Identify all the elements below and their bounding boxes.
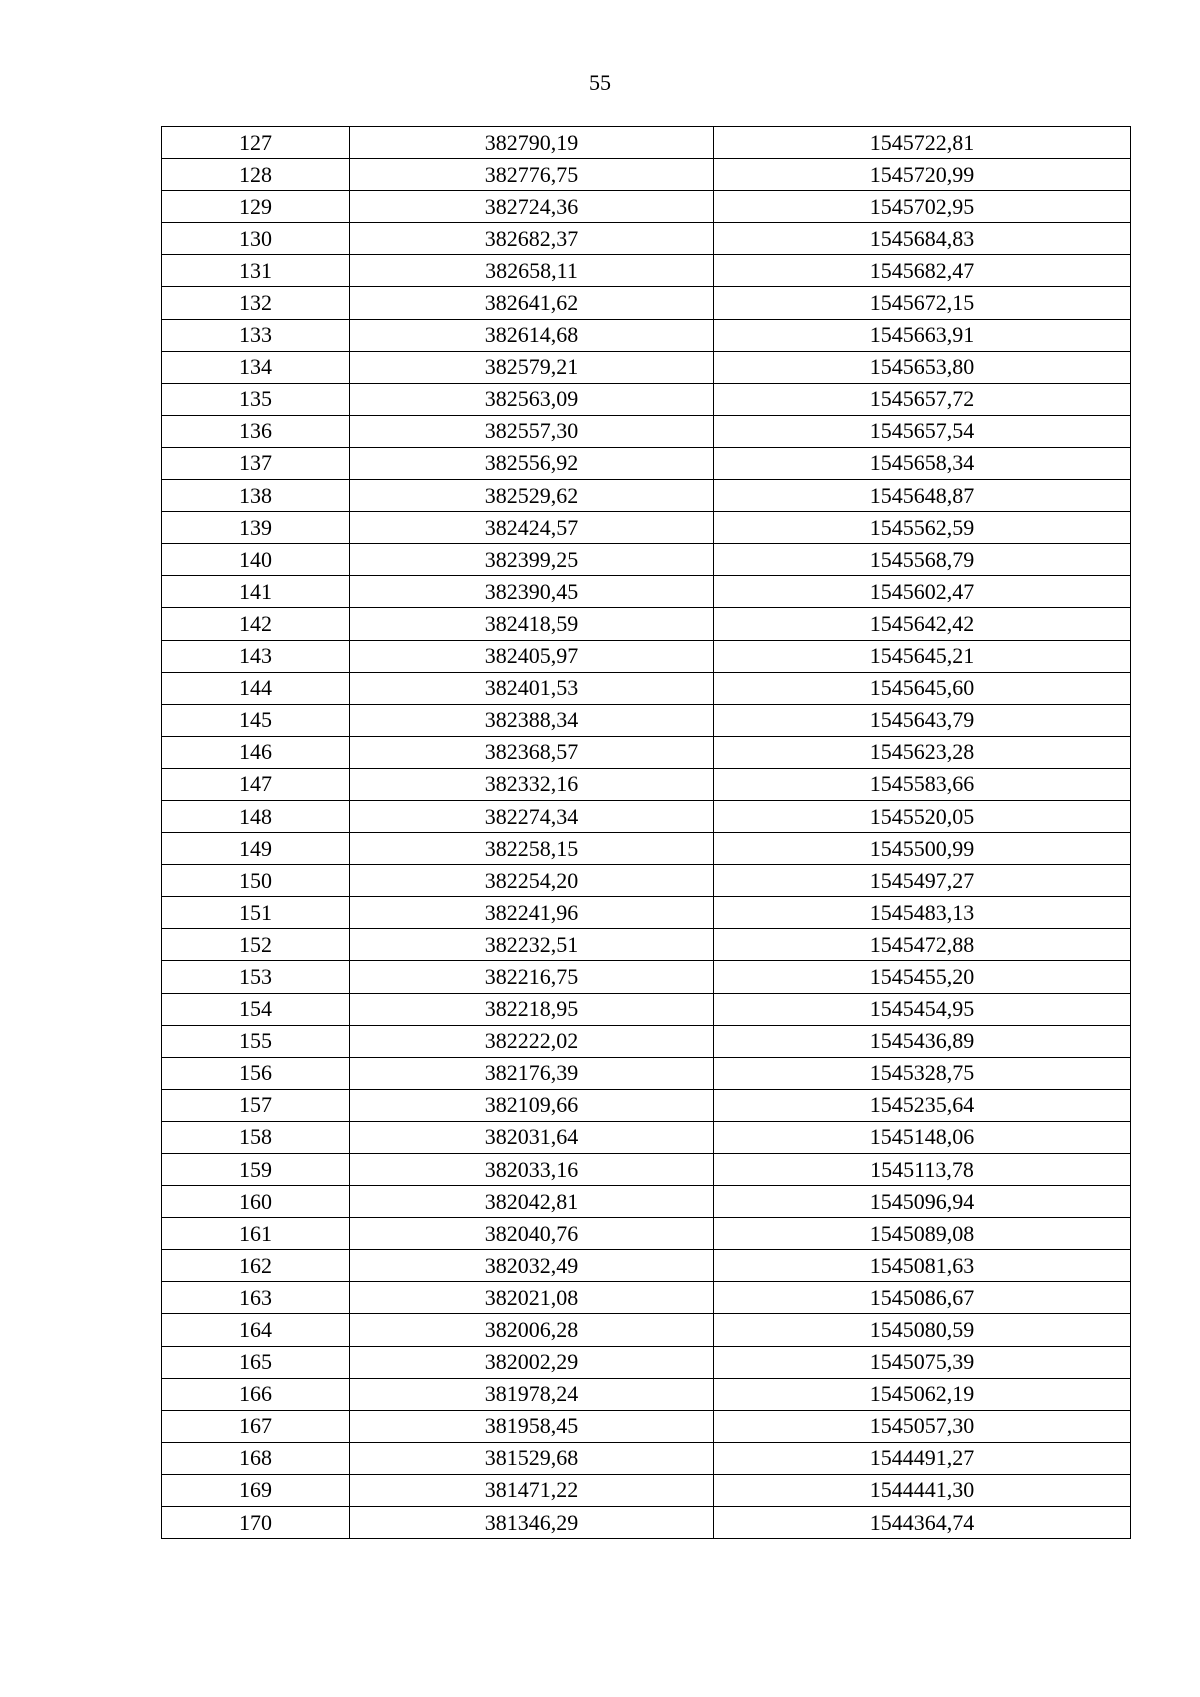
table-row bbox=[162, 1474, 1131, 1506]
table-row bbox=[162, 608, 1131, 640]
table-row bbox=[162, 287, 1131, 319]
point-number-cell: 144 bbox=[162, 672, 350, 704]
y-coordinate-cell: 1544491,27 bbox=[714, 1442, 1131, 1474]
table-row bbox=[162, 480, 1131, 512]
table-row bbox=[162, 319, 1131, 351]
y-coordinate-cell: 1545436,89 bbox=[714, 1025, 1131, 1057]
table-row bbox=[162, 704, 1131, 736]
table-row bbox=[162, 1186, 1131, 1218]
table-row bbox=[162, 383, 1131, 415]
x-coordinate-cell: 382002,29 bbox=[350, 1346, 714, 1378]
x-coordinate-cell: 382556,92 bbox=[350, 447, 714, 479]
point-number-cell: 146 bbox=[162, 736, 350, 768]
y-coordinate-cell: 1545642,42 bbox=[714, 608, 1131, 640]
y-coordinate-cell: 1545075,39 bbox=[714, 1346, 1131, 1378]
y-coordinate-cell: 1545455,20 bbox=[714, 961, 1131, 993]
table-row bbox=[162, 255, 1131, 287]
table-row bbox=[162, 672, 1131, 704]
x-coordinate-cell: 382274,34 bbox=[350, 800, 714, 832]
x-coordinate-cell: 382032,49 bbox=[350, 1250, 714, 1282]
x-coordinate-cell: 381471,22 bbox=[350, 1474, 714, 1506]
y-coordinate-cell: 1545500,99 bbox=[714, 833, 1131, 865]
table-row bbox=[162, 1218, 1131, 1250]
y-coordinate-cell: 1545645,60 bbox=[714, 672, 1131, 704]
table-row bbox=[162, 1025, 1131, 1057]
y-coordinate-cell: 1545684,83 bbox=[714, 223, 1131, 255]
y-coordinate-cell: 1545081,63 bbox=[714, 1250, 1131, 1282]
y-coordinate-cell: 1545520,05 bbox=[714, 800, 1131, 832]
y-coordinate-cell: 1545663,91 bbox=[714, 319, 1131, 351]
table-row bbox=[162, 993, 1131, 1025]
point-number-cell: 158 bbox=[162, 1121, 350, 1153]
table-row bbox=[162, 1057, 1131, 1089]
x-coordinate-cell: 382021,08 bbox=[350, 1282, 714, 1314]
x-coordinate-cell: 382222,02 bbox=[350, 1025, 714, 1057]
y-coordinate-cell: 1545653,80 bbox=[714, 351, 1131, 383]
table-row bbox=[162, 351, 1131, 383]
y-coordinate-cell: 1545148,06 bbox=[714, 1121, 1131, 1153]
y-coordinate-cell: 1545562,59 bbox=[714, 512, 1131, 544]
y-coordinate-cell: 1545643,79 bbox=[714, 704, 1131, 736]
point-number-cell: 135 bbox=[162, 383, 350, 415]
x-coordinate-cell: 381346,29 bbox=[350, 1507, 714, 1539]
table-row bbox=[162, 833, 1131, 865]
x-coordinate-cell: 382241,96 bbox=[350, 897, 714, 929]
x-coordinate-cell: 381529,68 bbox=[350, 1442, 714, 1474]
y-coordinate-cell: 1545648,87 bbox=[714, 480, 1131, 512]
x-coordinate-cell: 382042,81 bbox=[350, 1186, 714, 1218]
table-row bbox=[162, 447, 1131, 479]
point-number-cell: 134 bbox=[162, 351, 350, 383]
y-coordinate-cell: 1545497,27 bbox=[714, 865, 1131, 897]
y-coordinate-cell: 1545483,13 bbox=[714, 897, 1131, 929]
coordinates-table-body bbox=[162, 127, 1131, 1539]
point-number-cell: 129 bbox=[162, 191, 350, 223]
point-number-cell: 140 bbox=[162, 544, 350, 576]
x-coordinate-cell: 382232,51 bbox=[350, 929, 714, 961]
y-coordinate-cell: 1544441,30 bbox=[714, 1474, 1131, 1506]
table-row bbox=[162, 1442, 1131, 1474]
point-number-cell: 164 bbox=[162, 1314, 350, 1346]
point-number-cell: 143 bbox=[162, 640, 350, 672]
point-number-cell: 133 bbox=[162, 319, 350, 351]
point-number-cell: 127 bbox=[162, 127, 350, 159]
y-coordinate-cell: 1544364,74 bbox=[714, 1507, 1131, 1539]
x-coordinate-cell: 382724,36 bbox=[350, 191, 714, 223]
table-row bbox=[162, 865, 1131, 897]
point-number-cell: 131 bbox=[162, 255, 350, 287]
y-coordinate-cell: 1545472,88 bbox=[714, 929, 1131, 961]
table-row bbox=[162, 159, 1131, 191]
table-row bbox=[162, 1089, 1131, 1121]
y-coordinate-cell: 1545658,34 bbox=[714, 447, 1131, 479]
x-coordinate-cell: 382388,34 bbox=[350, 704, 714, 736]
point-number-cell: 145 bbox=[162, 704, 350, 736]
x-coordinate-cell: 382368,57 bbox=[350, 736, 714, 768]
x-coordinate-cell: 382033,16 bbox=[350, 1154, 714, 1186]
x-coordinate-cell: 382563,09 bbox=[350, 383, 714, 415]
point-number-cell: 151 bbox=[162, 897, 350, 929]
table-row bbox=[162, 576, 1131, 608]
table-row bbox=[162, 640, 1131, 672]
table-row bbox=[162, 191, 1131, 223]
point-number-cell: 170 bbox=[162, 1507, 350, 1539]
y-coordinate-cell: 1545113,78 bbox=[714, 1154, 1131, 1186]
table-row bbox=[162, 512, 1131, 544]
y-coordinate-cell: 1545454,95 bbox=[714, 993, 1131, 1025]
point-number-cell: 157 bbox=[162, 1089, 350, 1121]
y-coordinate-cell: 1545080,59 bbox=[714, 1314, 1131, 1346]
point-number-cell: 150 bbox=[162, 865, 350, 897]
x-coordinate-cell: 382254,20 bbox=[350, 865, 714, 897]
y-coordinate-cell: 1545062,19 bbox=[714, 1378, 1131, 1410]
y-coordinate-cell: 1545722,81 bbox=[714, 127, 1131, 159]
point-number-cell: 139 bbox=[162, 512, 350, 544]
x-coordinate-cell: 382418,59 bbox=[350, 608, 714, 640]
table-row bbox=[162, 961, 1131, 993]
point-number-cell: 141 bbox=[162, 576, 350, 608]
y-coordinate-cell: 1545568,79 bbox=[714, 544, 1131, 576]
x-coordinate-cell: 382218,95 bbox=[350, 993, 714, 1025]
x-coordinate-cell: 382390,45 bbox=[350, 576, 714, 608]
point-number-cell: 162 bbox=[162, 1250, 350, 1282]
point-number-cell: 161 bbox=[162, 1218, 350, 1250]
point-number-cell: 132 bbox=[162, 287, 350, 319]
x-coordinate-cell: 382040,76 bbox=[350, 1218, 714, 1250]
point-number-cell: 149 bbox=[162, 833, 350, 865]
table-row bbox=[162, 1121, 1131, 1153]
point-number-cell: 166 bbox=[162, 1378, 350, 1410]
point-number-cell: 148 bbox=[162, 800, 350, 832]
x-coordinate-cell: 382790,19 bbox=[350, 127, 714, 159]
x-coordinate-cell: 382332,16 bbox=[350, 768, 714, 800]
x-coordinate-cell: 382614,68 bbox=[350, 319, 714, 351]
table-row bbox=[162, 127, 1131, 159]
point-number-cell: 156 bbox=[162, 1057, 350, 1089]
x-coordinate-cell: 382682,37 bbox=[350, 223, 714, 255]
coordinates-table bbox=[161, 126, 1131, 1539]
table-row bbox=[162, 1346, 1131, 1378]
point-number-cell: 153 bbox=[162, 961, 350, 993]
y-coordinate-cell: 1545623,28 bbox=[714, 736, 1131, 768]
point-number-cell: 130 bbox=[162, 223, 350, 255]
x-coordinate-cell: 382216,75 bbox=[350, 961, 714, 993]
table-row bbox=[162, 1282, 1131, 1314]
point-number-cell: 147 bbox=[162, 768, 350, 800]
table-row bbox=[162, 1314, 1131, 1346]
x-coordinate-cell: 382579,21 bbox=[350, 351, 714, 383]
table-row bbox=[162, 1154, 1131, 1186]
table-row bbox=[162, 1250, 1131, 1282]
table-row bbox=[162, 544, 1131, 576]
table-row bbox=[162, 415, 1131, 447]
point-number-cell: 168 bbox=[162, 1442, 350, 1474]
point-number-cell: 169 bbox=[162, 1474, 350, 1506]
page-number: 55 bbox=[589, 70, 611, 95]
table-row bbox=[162, 897, 1131, 929]
point-number-cell: 138 bbox=[162, 480, 350, 512]
point-number-cell: 165 bbox=[162, 1346, 350, 1378]
y-coordinate-cell: 1545086,67 bbox=[714, 1282, 1131, 1314]
table-row bbox=[162, 1410, 1131, 1442]
y-coordinate-cell: 1545702,95 bbox=[714, 191, 1131, 223]
y-coordinate-cell: 1545328,75 bbox=[714, 1057, 1131, 1089]
y-coordinate-cell: 1545720,99 bbox=[714, 159, 1131, 191]
table-row bbox=[162, 736, 1131, 768]
table-row bbox=[162, 223, 1131, 255]
y-coordinate-cell: 1545657,72 bbox=[714, 383, 1131, 415]
x-coordinate-cell: 382031,64 bbox=[350, 1121, 714, 1153]
x-coordinate-cell: 381958,45 bbox=[350, 1410, 714, 1442]
y-coordinate-cell: 1545057,30 bbox=[714, 1410, 1131, 1442]
y-coordinate-cell: 1545089,08 bbox=[714, 1218, 1131, 1250]
point-number-cell: 167 bbox=[162, 1410, 350, 1442]
table-row bbox=[162, 1378, 1131, 1410]
point-number-cell: 160 bbox=[162, 1186, 350, 1218]
x-coordinate-cell: 382405,97 bbox=[350, 640, 714, 672]
y-coordinate-cell: 1545645,21 bbox=[714, 640, 1131, 672]
x-coordinate-cell: 382258,15 bbox=[350, 833, 714, 865]
x-coordinate-cell: 382424,57 bbox=[350, 512, 714, 544]
x-coordinate-cell: 382641,62 bbox=[350, 287, 714, 319]
y-coordinate-cell: 1545602,47 bbox=[714, 576, 1131, 608]
x-coordinate-cell: 382176,39 bbox=[350, 1057, 714, 1089]
point-number-cell: 137 bbox=[162, 447, 350, 479]
point-number-cell: 159 bbox=[162, 1154, 350, 1186]
x-coordinate-cell: 382006,28 bbox=[350, 1314, 714, 1346]
y-coordinate-cell: 1545682,47 bbox=[714, 255, 1131, 287]
y-coordinate-cell: 1545583,66 bbox=[714, 768, 1131, 800]
x-coordinate-cell: 382776,75 bbox=[350, 159, 714, 191]
point-number-cell: 136 bbox=[162, 415, 350, 447]
x-coordinate-cell: 382529,62 bbox=[350, 480, 714, 512]
point-number-cell: 163 bbox=[162, 1282, 350, 1314]
x-coordinate-cell: 381978,24 bbox=[350, 1378, 714, 1410]
point-number-cell: 128 bbox=[162, 159, 350, 191]
x-coordinate-cell: 382109,66 bbox=[350, 1089, 714, 1121]
point-number-cell: 154 bbox=[162, 993, 350, 1025]
y-coordinate-cell: 1545096,94 bbox=[714, 1186, 1131, 1218]
y-coordinate-cell: 1545672,15 bbox=[714, 287, 1131, 319]
table-row bbox=[162, 1507, 1131, 1539]
x-coordinate-cell: 382658,11 bbox=[350, 255, 714, 287]
y-coordinate-cell: 1545235,64 bbox=[714, 1089, 1131, 1121]
x-coordinate-cell: 382401,53 bbox=[350, 672, 714, 704]
x-coordinate-cell: 382399,25 bbox=[350, 544, 714, 576]
point-number-cell: 155 bbox=[162, 1025, 350, 1057]
y-coordinate-cell: 1545657,54 bbox=[714, 415, 1131, 447]
table-row bbox=[162, 929, 1131, 961]
point-number-cell: 152 bbox=[162, 929, 350, 961]
table-row bbox=[162, 800, 1131, 832]
x-coordinate-cell: 382557,30 bbox=[350, 415, 714, 447]
point-number-cell: 142 bbox=[162, 608, 350, 640]
table-row bbox=[162, 768, 1131, 800]
